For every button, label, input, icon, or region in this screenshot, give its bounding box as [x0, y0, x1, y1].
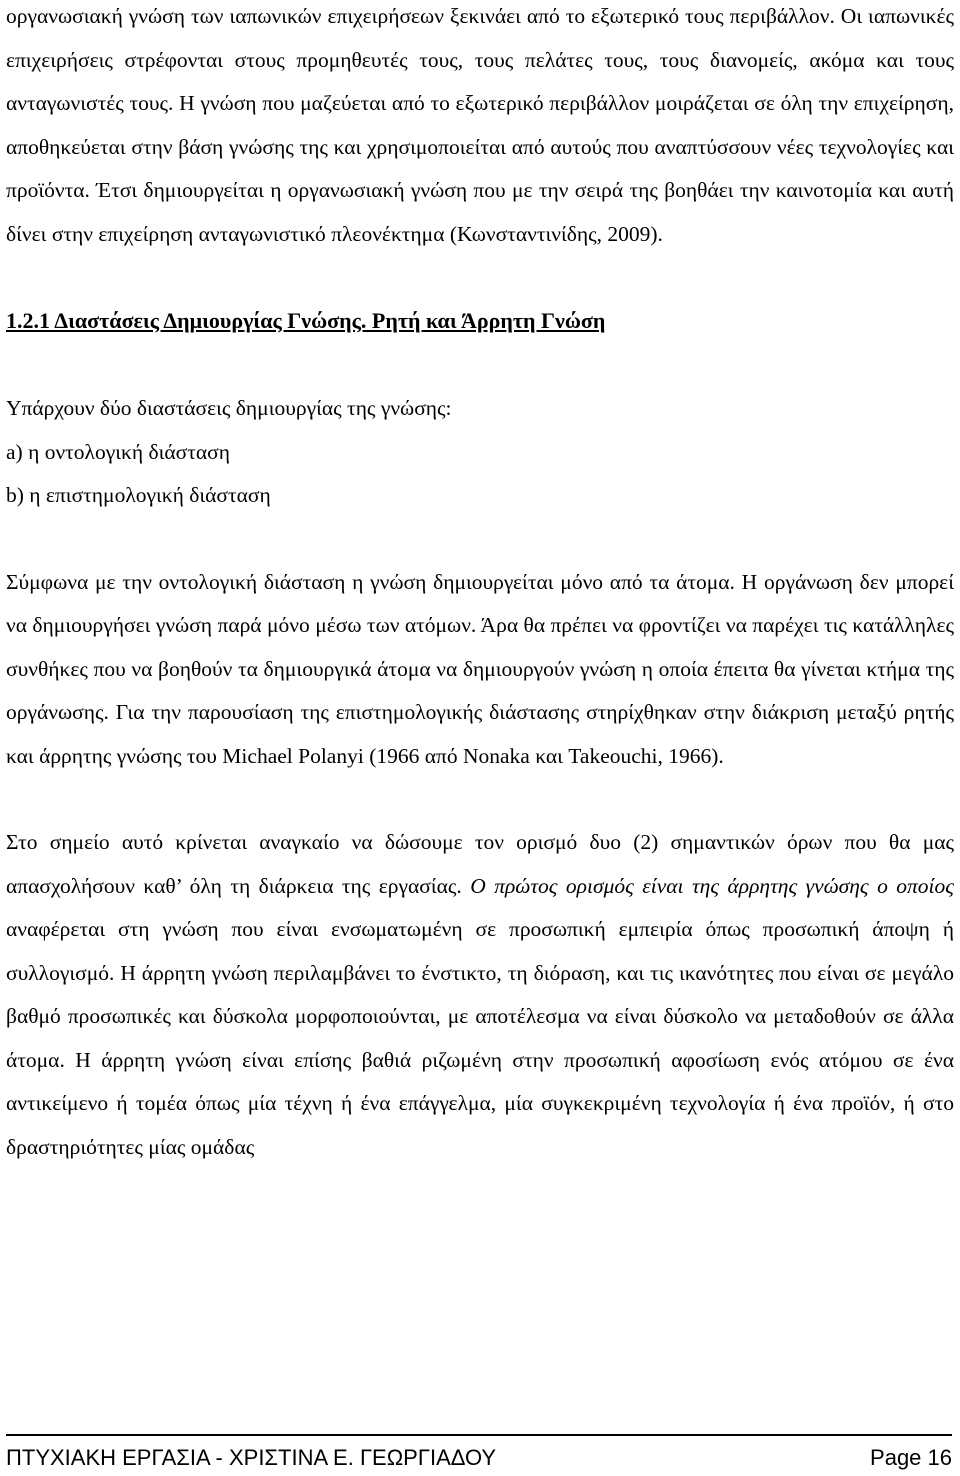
paragraph-1: οργανωσιακή γνώση των ιαπωνικών επιχειρήσεων ξεκινάει από το εξωτερικό τους περιβάλλον. Οι ιαπωνικές επιχειρήσεις στρέφονται στους προμηθευτές τους, τους πελάτες τους, τους διανομείς, ακόμα και τους ανταγωνιστές τους. Η γνώση που μαζεύεται από το εξωτερικό περιβάλλον μοιράζεται σε όλη την επιχείρηση, αποθηκεύεται στην βάση γνώσης της και χρησιμοποιείται από αυτούς που αναπτύσσουν νέες τεχνολογίες και προϊόντα. Έτσι δημιουργείται η οργανωσιακή γνώση που με την σειρά της βοηθάει την καινοτομία και αυτή δίνει στην επιχείρηση ανταγωνιστικό πλεονέκτημα (Κωνσταντινίδης, 2009). — [6, 4, 954, 246]
spacer — [6, 343, 954, 387]
paragraph-3-part2: αναφέρεται στη γνώση που είναι ενσωματωμένη σε προσωπική εμπειρία όπως προσωπική άποψη ή συλλογισμό. Η άρρητη γνώση περιλαμβάνει το ένστικτο, τη διόραση, και τις ικανότητες που είναι σε μεγάλο βαθμό προσωπικές και δύσκολα μορφοποιούνται, με αποτέλεσμα να είναι δύσκολο να μεταδοθούν σε άλλα άτομα. Η άρρητη γνώση είναι επίσης βαθιά ριζωμένη στην προσωπική αφοσίωση ενός ατόμου σε ένα αντικείμενο ή τομέα όπως μία τέχνη ή ένα επάγγελμα, μία συγκεκριμένη τεχνολογία ή ένα προϊόν, ή στο δραστηριότητες μίας ομάδας — [6, 917, 954, 1159]
paragraph-2: Σύμφωνα με την οντολογική διάσταση η γνώση δημιουργείται μόνο από τα άτομα. Η οργάνωση δεν μπορεί να δημιουργήσει γνώση παρά μόνο μέσω των ατόμων. Άρα θα πρέπει να φροντίζει να παρέχει τις κατάλληλες συνθήκες που να βοηθούν τα δημιουργικά άτομα να δημιουργούν γνώση η οποία έπειτα θα γίνεται κτήμα της οργάνωσης. Για την παρουσίαση της επιστημολογικής διάστασης στηρίχθηκαν στην διάκριση μεταξύ ρητής και άρρητης γνώσης του Michael Polanyi (1966 από Nonaka και Takeouchi, 1966). — [6, 569, 954, 768]
spacer — [6, 778, 954, 821]
document-page — [6, 0, 954, 1169]
spacer — [6, 256, 954, 299]
page-number: Page 16 — [870, 1445, 952, 1470]
page-footer — [6, 1434, 952, 1472]
spacer — [6, 518, 954, 561]
intro-line: Υπάρχουν δύο διαστάσεις δημιουργίας της γνώσης: — [6, 396, 452, 420]
section-heading: 1.2.1 Διαστάσεις Δημιουργίας Γνώσης. Ρητή και Άρρητη Γνώση — [6, 308, 606, 333]
paragraph-3-italic: Ο πρώτος ορισμός είναι της άρρητης γνώσης ο οποίος — [470, 873, 954, 898]
paragraph-3 — [6, 821, 954, 1169]
paragraph-3-part1: Στο σημείο αυτό κρίνεται αναγκαίο να δώσουμε τον ορισμό δυο (2) σημαντικών όρων που θα μας απασχολήσουν καθ’ όλη τη διάρκεια της εργασίας. — [6, 830, 954, 898]
footer-title: ΠΤΥΧΙΑΚΗ ΕΡΓΑΣΙΑ - ΧΡΙΣΤΙΝΑ Ε. ΓΕΩΡΓΙΑΔΟΥ — [6, 1445, 497, 1470]
list-item-b: b) η επιστημολογική διάσταση — [6, 483, 271, 507]
list-item-a: a) η οντολογική διάσταση — [6, 439, 230, 464]
